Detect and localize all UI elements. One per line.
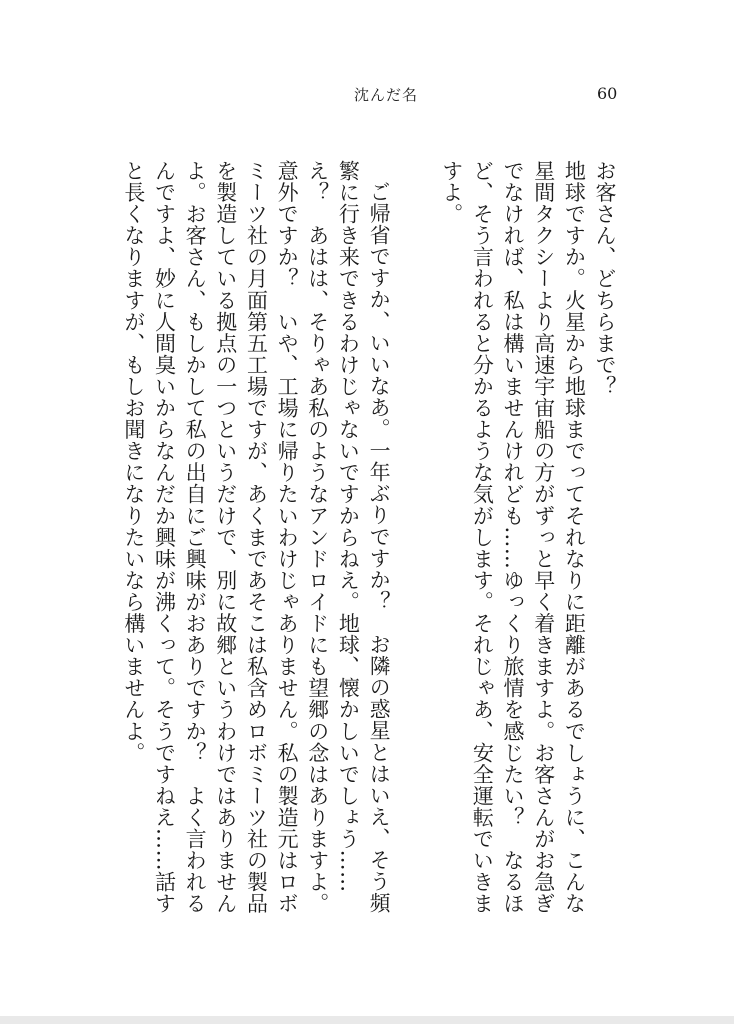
running-title: 沈んだ名 [354,86,419,104]
page-bottom-edge [0,1016,734,1024]
body-text [121,160,620,920]
paragraph-3: ご帰省ですか、いいなあ。一年ぶりですか？ お隣の惑星とはいえ、そう頻繁に行き来できるわけじゃないですからねえ。地球、懐かしいでしょう……え？ あはは、そりゃあ私のようなアンドロイドにも望郷の念はありますよ。意外ですか？ いや、工場に帰りたいわけじゃありません。私の製造元はロボミーツ社の月面第五工場ですが、あくまであそこは私含めロボミーツ社の製品を製造している拠点の一つというだけで、別に故郷というわけではありませんよ。お客さん、もしかして私の出自にご興味がおありですか？ よく言われるんですよ、妙に人間臭いからなんだか興味が沸くって。そうですねえ……話すと長くなりますが、もしお聞きになりたいなら構いませんよ。 [121,160,392,915]
paragraph-2: 地球ですか。火星から地球までってそれなりに距離があるでしょうに、こんな星間タクシーより高速宇宙船の方がずっと早く着きますよ。お客さんがお急ぎでなければ、私は構いませんけれども……ゆっくり旅情を感じたい？ なるほど、そう言われると分かるような気がします。それじゃあ、安全運転でいきますよ。 [439,160,587,915]
page-number: 60 [597,84,618,103]
paragraph-gap [394,160,436,170]
paragraph-1: お客さん、どちらまで？ [593,160,617,398]
